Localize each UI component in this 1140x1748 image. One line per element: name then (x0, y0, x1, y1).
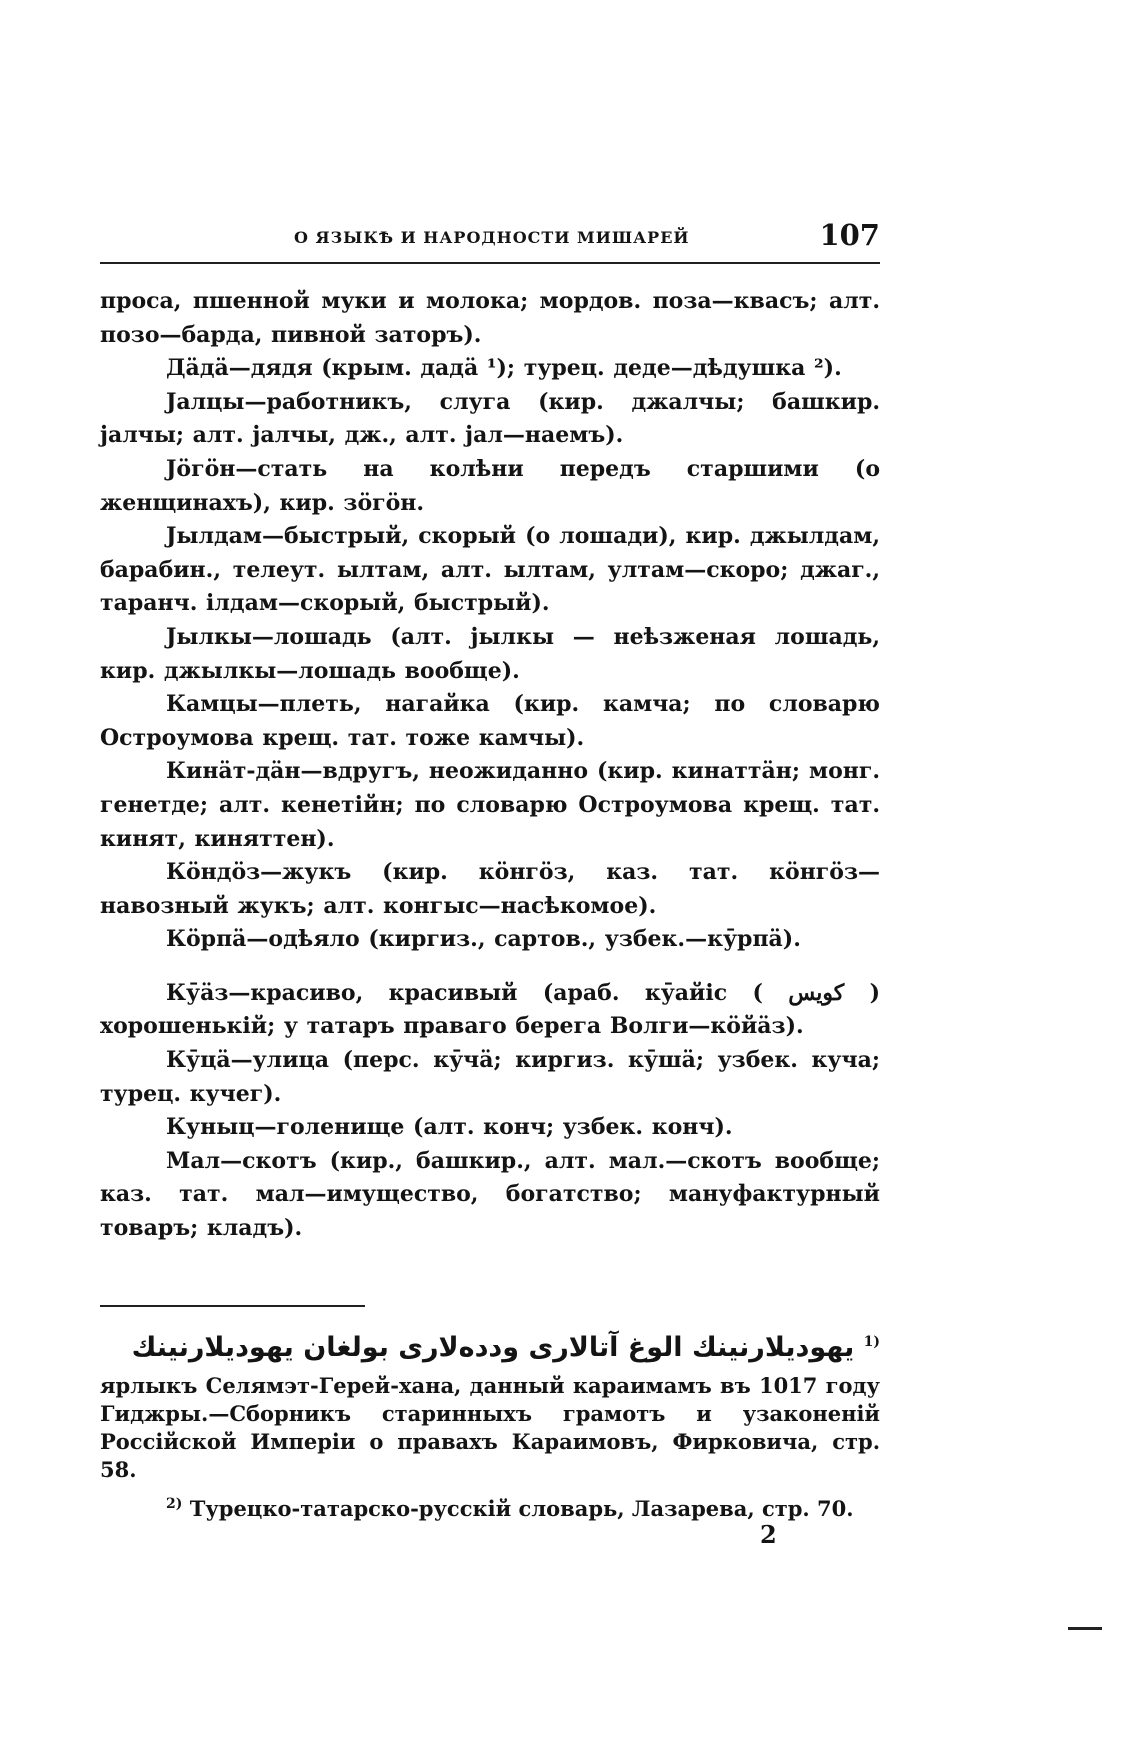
footnote-1-marker: 1) (863, 1334, 880, 1350)
footnotes (100, 1318, 880, 1523)
footnote-rule (100, 1305, 365, 1307)
footnote-1-arabic: یهودیلارنینك الوغ آتالاری ودده‌لاری بولغان یهودیلارنینك (131, 1332, 855, 1363)
paragraph: Кинäт-дäн—вдругъ, неожиданно (кир. кинаттäн; монг. генетде; алт. кенетійн; по словарю Остроумова крещ. тат. кинят, киняттен). (100, 758, 880, 852)
paragraph: Камцы—плеть, нагайка (кир. камча; по словарю Остроумова крещ. тат. тоже камчы). (100, 691, 880, 751)
paragraph: Јылдам—быстрый, скорый (о лошади), кир. джылдам, барабин., телеут. ылтам, алт. ылтам, ултам—скоро; джаг., таранч. ілдам—скорый, быстрый). (100, 523, 880, 617)
paragraph: Јылкы—лошадь (алт. јылкы — неѣзженая лошадь, кир. джылкы—лошадь вообще). (100, 623, 880, 684)
header-rule (100, 262, 880, 264)
running-head: О ЯЗЫКѢ И НАРОДНОСТИ МИШАРЕЙ (294, 228, 690, 247)
paragraph: проса, пшенной муки и молока; мордов. поза—квасъ; алт. позо—барда, пивной заторъ). (100, 288, 880, 348)
paragraph: Дäдä—дядя (крым. дадä ¹); турец. деде—дѣдушка ²). (166, 355, 842, 382)
paragraph: Кӯäз—красиво, красивый (араб. кӯайіс ( کویس ) хорошенькій; у татаръ праваго берега Волги—кöйäз). (100, 979, 880, 1040)
body-text (100, 285, 880, 1246)
paragraph: Куныц—голенище (алт. конч; узбек. конч). (166, 1114, 733, 1141)
paragraph: Кöндöз—жукъ (кир. кöнгöз, каз. тат. кöнгöз—навозный жукъ; алт. конгыс—насѣкомое). (100, 859, 880, 919)
paragraph: Јалцы—работникъ, слуга (кир. джалчы; башкир. јалчы; алт. јалчы, дж., алт. јал—наемъ). (100, 388, 880, 449)
paragraph: Кӯцä—улица (перс. кӯчä; киргиз. кӯшä; узбек. куча; турец. кучег). (100, 1047, 880, 1107)
footnote-2 (100, 1490, 880, 1523)
margin-dash (1068, 1627, 1102, 1630)
footnote-1-text: ярлыкъ Селямэт-Герей-хана, данный караимамъ въ 1017 году Гиджры.—Сборникъ старинныхъ грамотъ и узаконеній Россійской Имперіи о правахъ Караимовъ, Фирковича, стр. 58. (100, 1373, 880, 1482)
footnote-1-arabic-line (100, 1318, 880, 1372)
page-number: 107 (819, 218, 880, 252)
footnote-2-marker: 2) (166, 1496, 183, 1512)
paragraph: Јöгöн—стать на колѣни передъ старшими (о женщинахъ), кир. зöгöн. (100, 455, 880, 516)
page-header (100, 218, 880, 258)
printer-signature-mark: 2 (760, 1520, 777, 1549)
paragraph: Мал—скотъ (кир., башкир., алт. мал.—скотъ вообще; каз. тат. мал—имущество, богатство; мануфактурный товаръ; кладъ). (100, 1147, 880, 1242)
paragraph: Кöрпä—одѣяло (киргиз., сартов., узбек.—кӯрпä). (166, 926, 801, 953)
footnote-2-text: Турецко-татарско-русскій словарь, Лазарева, стр. 70. (189, 1496, 854, 1521)
